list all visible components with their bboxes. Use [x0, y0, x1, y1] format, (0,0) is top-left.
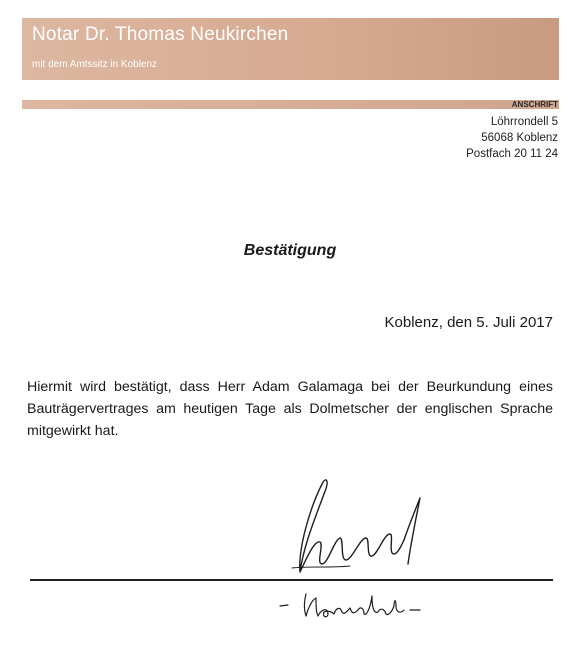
address-rule — [22, 100, 559, 109]
confirmation-text: Hiermit wird bestätigt, dass Herr Adam Galamaga bei der Beurkundung eines Bauträgervertrages am heutigen Tage als Dolmetscher der englischen Sprache mitgewirkt hat. — [27, 379, 553, 439]
address-po-box: Postfach 20 11 24 — [466, 148, 558, 160]
address-label: ANSCHRIFT — [511, 100, 558, 109]
address-street: Löhrrondell 5 — [490, 116, 558, 128]
address-block — [466, 114, 558, 162]
document-title: Bestätigung — [243, 242, 337, 259]
signature-scribble — [270, 468, 440, 578]
letterhead-band — [22, 18, 559, 80]
notary-seat: mit dem Amtssitz in Koblenz — [32, 59, 158, 70]
address-city: 56068 Koblenz — [481, 132, 558, 144]
place-date: Koblenz, den 5. Juli 2017 — [384, 314, 553, 331]
signature-line — [30, 579, 553, 581]
handwritten-name — [270, 586, 430, 626]
notary-name: Notar Dr. Thomas Neukirchen — [32, 24, 289, 45]
